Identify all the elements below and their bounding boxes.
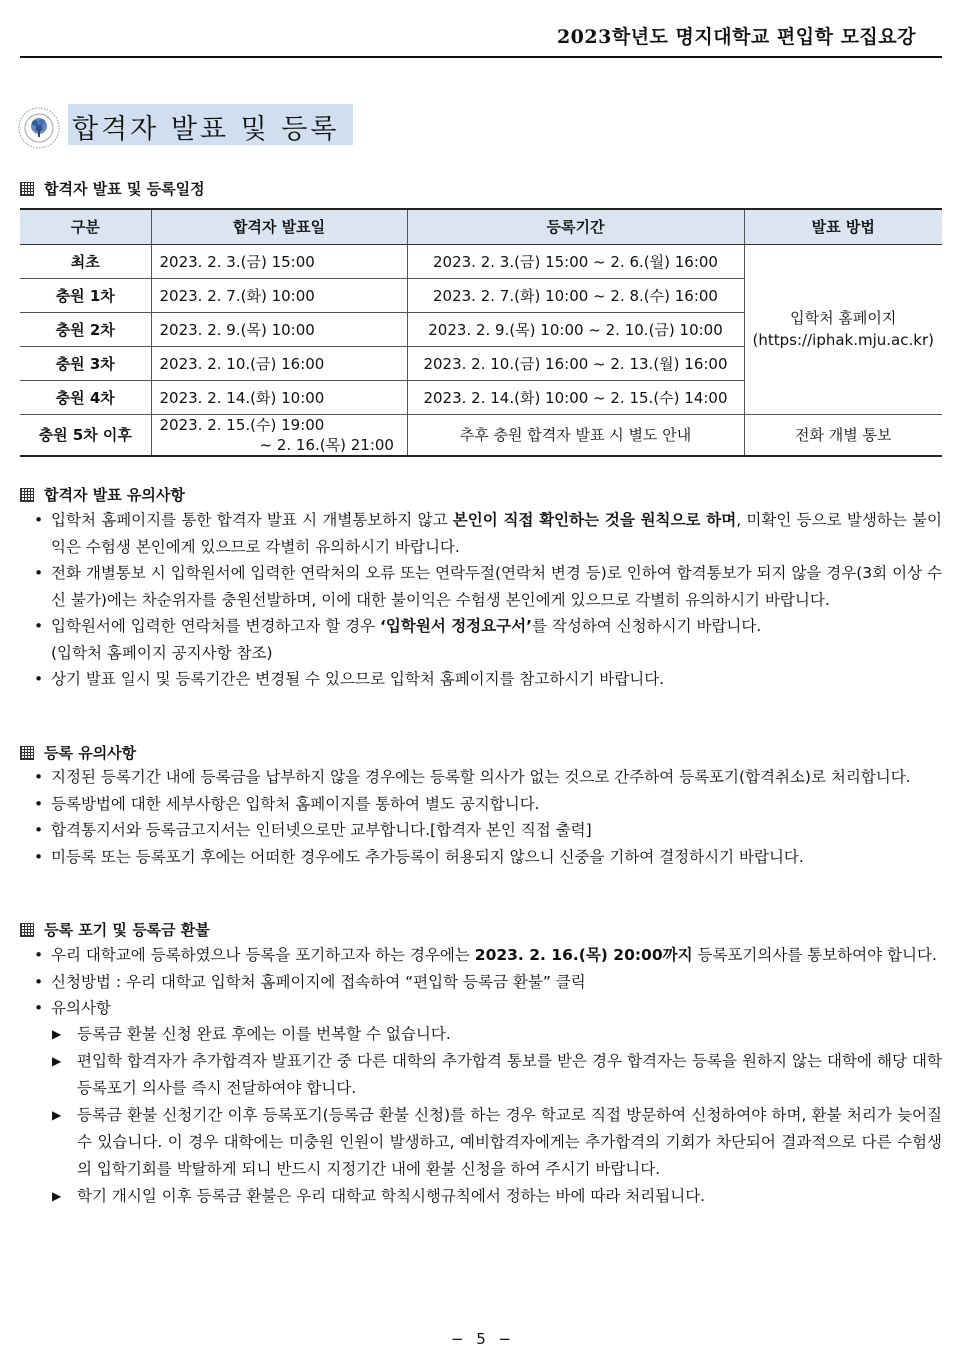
list-item: • 전화 개별통보 시 입학원서에 입력한 연락처의 오류 또는 연락두절(연락처 변경 등)로 인하여 합격통보가 되지 않을 경우(3회 이상 수신 불가)에는 차순위자를 충원선발하며, 이에 대한 불이익은 수험생 본인에게 있으므로 각별히 유의하시기 바랍니다. — [30, 560, 942, 613]
announce-date: 2023. 2. 7.(화) 10:00 — [151, 278, 407, 312]
register-notes-list — [30, 764, 942, 870]
register-notes-heading — [20, 742, 136, 763]
row-category: 최초 — [20, 244, 151, 278]
register-notes-heading-text: 등록 유의사항 — [44, 744, 137, 762]
list-item: ▶ 등록금 환불 신청 완료 후에는 이를 번복할 수 없습니다. — [52, 1021, 942, 1048]
schedule-table — [20, 208, 942, 457]
row-category: 충원 1차 — [20, 278, 151, 312]
announce-method — [744, 244, 942, 414]
note-text: , 미확인 등으로 발생하는 불이익은 수험생 본인에게 있으므로 각별히 유의하시기 바랍니다. — [51, 511, 942, 556]
table-row — [20, 414, 942, 456]
grid-square-icon — [20, 923, 34, 937]
refund-text: 우리 대학교에 등록하였으나 등록을 포기하고자 하는 경우에는 — [51, 946, 475, 964]
list-item-note: (입학처 홈페이지 공지사항 참조) — [51, 643, 273, 662]
note-text: 를 작성하여 신청하시기 바랍니다. — [531, 617, 762, 635]
registration-period: 2023. 2. 14.(화) 10:00 ~ 2. 15.(수) 14:00 — [407, 380, 744, 414]
refund-deadline: 2023. 2. 16.(목) 20:00까지 — [474, 946, 693, 964]
refund-caution-list — [52, 1021, 942, 1210]
announce-date: 2023. 2. 9.(목) 10:00 — [151, 312, 407, 346]
announce-method-phone: 전화 개별 통보 — [744, 414, 942, 456]
announce-date — [151, 414, 407, 456]
announce-date: 2023. 2. 3.(금) 15:00 — [151, 244, 407, 278]
row-category: 충원 2차 — [20, 312, 151, 346]
grid-square-icon — [20, 488, 34, 502]
list-item: ▶ 편입학 합격자가 추가합격자 발표기간 중 다른 대학의 추가합격 통보를 받은 경우 합격자는 등록을 원하지 않는 대학에 해당 대학 등록포기 의사를 즉시 전달하여야 합니다. — [52, 1048, 942, 1102]
registration-period: 2023. 2. 9.(목) 10:00 ~ 2. 10.(금) 10:00 — [407, 312, 744, 346]
university-emblem-icon — [17, 106, 61, 150]
schedule-heading-text: 합격자 발표 및 등록일정 — [44, 180, 205, 198]
method-url: (https://iphak.mju.ac.kr) — [752, 331, 934, 349]
page-title: 합격자 발표 및 등록 — [68, 104, 353, 145]
list-item: • 상기 발표 일시 및 등록기간은 변경될 수 있으므로 입학처 홈페이지를 참고하시기 바랍니다. — [30, 666, 942, 693]
column-header: 합격자 발표일 — [151, 209, 407, 244]
list-item — [30, 942, 942, 969]
list-item: • 유의사항 — [30, 995, 942, 1022]
list-item — [30, 507, 942, 560]
refund-heading — [20, 919, 210, 940]
grid-square-icon — [20, 746, 34, 760]
announce-date: 2023. 2. 14.(화) 10:00 — [151, 380, 407, 414]
list-item: • 지정된 등록기간 내에 등록금을 납부하지 않을 경우에는 등록할 의사가 없는 것으로 간주하여 등록포기(합격취소)로 처리합니다. — [30, 764, 942, 791]
announce-notes-heading-text: 합격자 발표 유의사항 — [44, 486, 185, 504]
list-item: • 등록방법에 대한 세부사항은 입학처 홈페이지를 통하여 별도 공지합니다. — [30, 791, 942, 818]
announce-notes-heading — [20, 484, 185, 505]
column-header: 발표 방법 — [744, 209, 942, 244]
table-header-row — [20, 209, 942, 244]
list-item: ▶ 학기 개시일 이후 등록금 환불은 우리 대학교 학칙시행규칙에서 정하는 바에 따라 처리됩니다. — [52, 1183, 942, 1210]
row-category: 충원 3차 — [20, 346, 151, 380]
refund-heading-text: 등록 포기 및 등록금 환불 — [44, 921, 210, 939]
method-line: 입학처 홈페이지 — [790, 309, 897, 327]
note-emphasis: 본인이 직접 확인하는 것을 원칙으로 하며 — [452, 511, 737, 529]
row-category: 충원 4차 — [20, 380, 151, 414]
header-rule — [20, 56, 942, 58]
refund-text: 등록포기의사를 통보하여야 합니다. — [692, 946, 937, 964]
note-text: 입학처 홈페이지를 통한 합격자 발표 시 개별통보하지 않고 — [51, 511, 453, 529]
announce-date-start: 2023. 2. 15.(수) 19:00 — [159, 415, 325, 434]
registration-period: 2023. 2. 3.(금) 15:00 ~ 2. 6.(월) 16:00 — [407, 244, 744, 278]
running-header: 2023학년도 명지대학교 편입학 모집요강 — [556, 26, 916, 48]
schedule-heading — [20, 178, 205, 199]
announce-notes-list — [30, 507, 942, 693]
list-item: • 신청방법 : 우리 대학교 입학처 홈페이지에 접속하여 “편입학 등록금 환불” 클릭 — [30, 969, 942, 996]
table-row — [20, 244, 942, 278]
row-category: 충원 5차 이후 — [20, 414, 151, 456]
note-emphasis: ‘입학원서 정정요구서’ — [380, 617, 532, 635]
grid-square-icon — [20, 182, 34, 196]
refund-list — [30, 942, 942, 1022]
list-item: ▶ 등록금 환불 신청기간 이후 등록포기(등록금 환불 신청)를 하는 경우 학교로 직접 방문하여 신청하여야 하며, 환불 처리가 늦어질 수 있습니다. 이 경우 대학에는 미충원 인원이 발생하고, 예비합격자에게는 추가합격의 기회가 차단되어 결과적으로 다른 수험생의 입학기회를 박탈하게 되니 반드시 지정기간 내에 환불 신청을 하여 주시기 바랍니다. — [52, 1102, 942, 1183]
registration-period: 2023. 2. 10.(금) 16:00 ~ 2. 13.(월) 16:00 — [407, 346, 744, 380]
registration-period: 2023. 2. 7.(화) 10:00 ~ 2. 8.(수) 16:00 — [407, 278, 744, 312]
note-text: 입학원서에 입력한 연락처를 변경하고자 할 경우 — [51, 617, 381, 635]
registration-period: 추후 충원 합격자 발표 시 별도 안내 — [407, 414, 744, 456]
column-header: 등록기간 — [407, 209, 744, 244]
page-number: − 5 − — [450, 1330, 516, 1348]
announce-date-end: ~ 2. 16.(목) 21:00 — [259, 435, 394, 454]
announce-date: 2023. 2. 10.(금) 16:00 — [151, 346, 407, 380]
column-header: 구분 — [20, 209, 151, 244]
list-item — [30, 613, 942, 640]
list-item: • 미등록 또는 등록포기 후에는 어떠한 경우에도 추가등록이 허용되지 않으니 신중을 기하여 결정하시기 바랍니다. — [30, 844, 942, 871]
list-item: • 합격통지서와 등록금고지서는 인터넷으로만 교부합니다.[합격자 본인 직접 출력] — [30, 817, 942, 844]
